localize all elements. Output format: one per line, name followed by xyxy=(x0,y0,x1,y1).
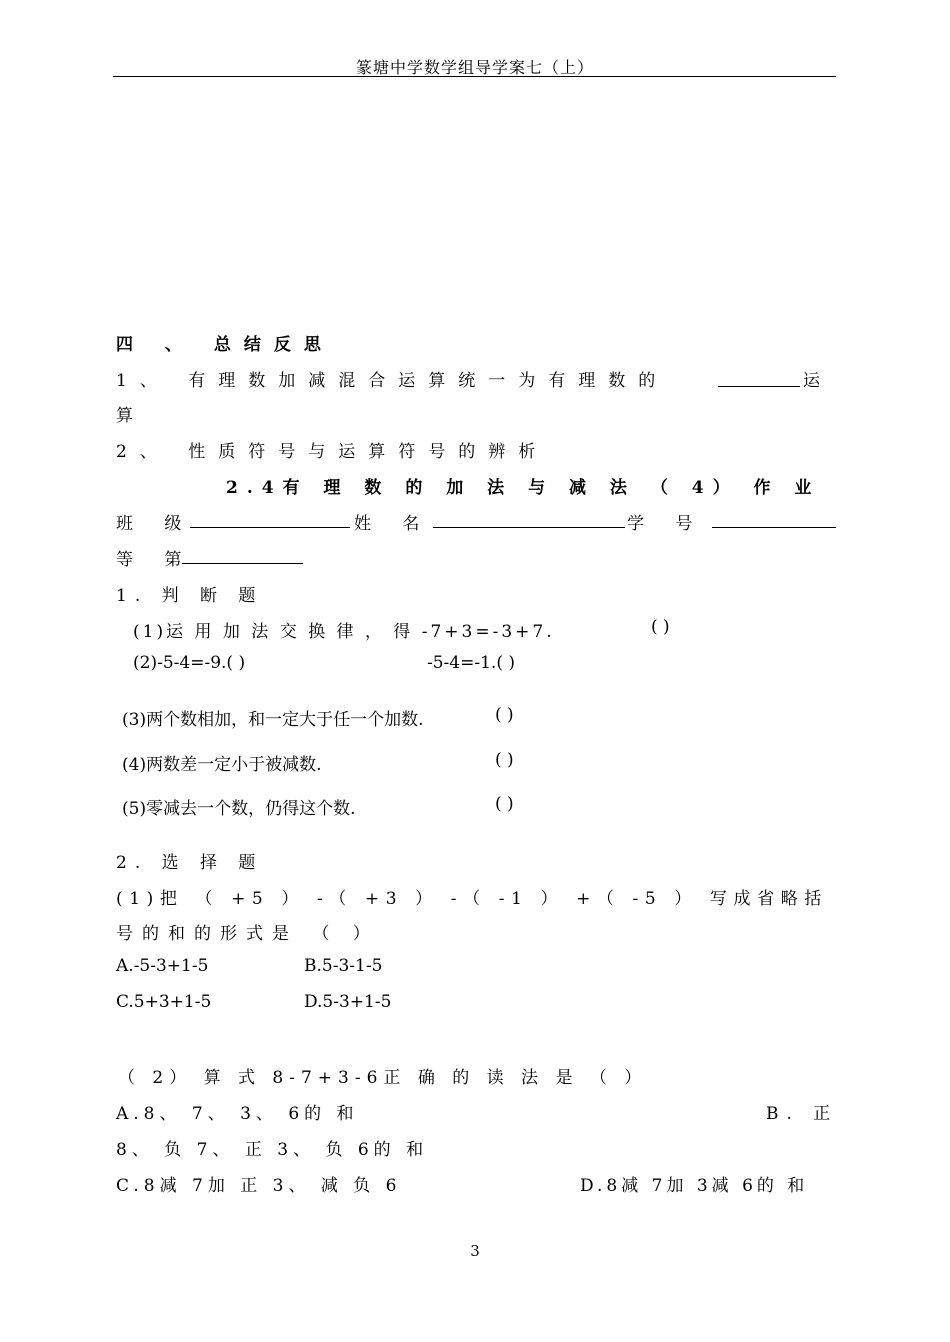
choice-q1-line2: 号的和的形式是 （ ） xyxy=(116,924,379,944)
number-field[interactable] xyxy=(712,511,836,528)
choice-q2-option-b: B. 正 xyxy=(766,1104,839,1124)
class-label: 班 级 xyxy=(116,514,195,534)
judge-q1-answer[interactable]: ( ) xyxy=(651,617,670,637)
judge-q1: (1)运 用 加 法 交 换 律 ， 得 -7+3=-3+7. xyxy=(133,622,555,642)
choice-q2-line: （ 2） 算 式 8-7+3-6正 确 的 读 法 是 （ ） xyxy=(118,1068,648,1088)
summary-item-1-text: 1、 有理数加减混合运算统一为有理数的 xyxy=(116,371,669,391)
summary-heading: 四 、 总结反思 xyxy=(116,335,334,355)
homework-title: 2.4有 理 数 的 加 法 与 减 法 （ 4） 作 业 xyxy=(226,478,821,498)
grade-label: 等 第 xyxy=(116,550,195,570)
page-header: 篆塘中学数学组导学案七（上） xyxy=(355,58,594,77)
choice-q1-option-a: A.-5-3+1-5 xyxy=(116,956,209,976)
section2-heading: 2. 选 择 题 xyxy=(116,853,264,873)
judge-q5: (5)零减去一个数，仍得这个数. xyxy=(122,799,356,819)
summary-item-1-tail: 运 xyxy=(803,371,820,391)
grade-field[interactable] xyxy=(182,547,303,564)
summary-item-2: 2、 性质符号与运算符号的辨析 xyxy=(116,442,549,462)
choice-q1-line1: (1)把 （ +5 ） -（ +3 ） -（ -1 ） +（ -5 ） 写成省略括 xyxy=(116,889,828,909)
judge-q3-answer[interactable]: ( ) xyxy=(495,705,514,725)
judge-q3: (3)两个数相加，和一定大于任一个加数. xyxy=(122,710,424,730)
summary-item-1-continued: 算 xyxy=(116,406,133,426)
choice-q2-option-d: D.8减 7加 3减 6的 和 xyxy=(580,1176,809,1196)
summary-item-1 xyxy=(116,366,668,391)
judge-q5-answer[interactable]: ( ) xyxy=(495,794,514,814)
choice-q2-option-a: A.8、 7、 3、 6的 和 xyxy=(116,1104,359,1124)
class-field[interactable] xyxy=(190,511,350,528)
summary-item-1-blank[interactable] xyxy=(718,370,800,387)
choice-q1-option-b: B.5-3-1-5 xyxy=(304,956,383,976)
page-number: 3 xyxy=(470,1242,480,1260)
header-rule xyxy=(113,76,836,77)
judge-q2-b: -5-4=-1.( ) xyxy=(427,653,515,673)
name-field[interactable] xyxy=(433,511,625,528)
number-label: 学 号 xyxy=(627,514,706,534)
choice-q1-option-c: C.5+3+1-5 xyxy=(116,992,212,1012)
choice-q2-option-b-continued: 8、 负 7、 正 3、 负 6的 和 xyxy=(116,1140,429,1160)
judge-q4-answer[interactable]: ( ) xyxy=(495,750,514,770)
choice-q1-option-d: D.5-3+1-5 xyxy=(304,992,392,1012)
name-label: 姓 名 xyxy=(354,514,433,534)
choice-q2-option-c: C.8减 7加 正 3、 减 负 6 xyxy=(116,1176,402,1196)
section1-heading: 1. 判 断 题 xyxy=(116,586,264,606)
judge-q4: (4)两数差一定小于被减数. xyxy=(122,755,322,775)
judge-q2-a: (2)-5-4=-9.( ) xyxy=(133,653,246,673)
